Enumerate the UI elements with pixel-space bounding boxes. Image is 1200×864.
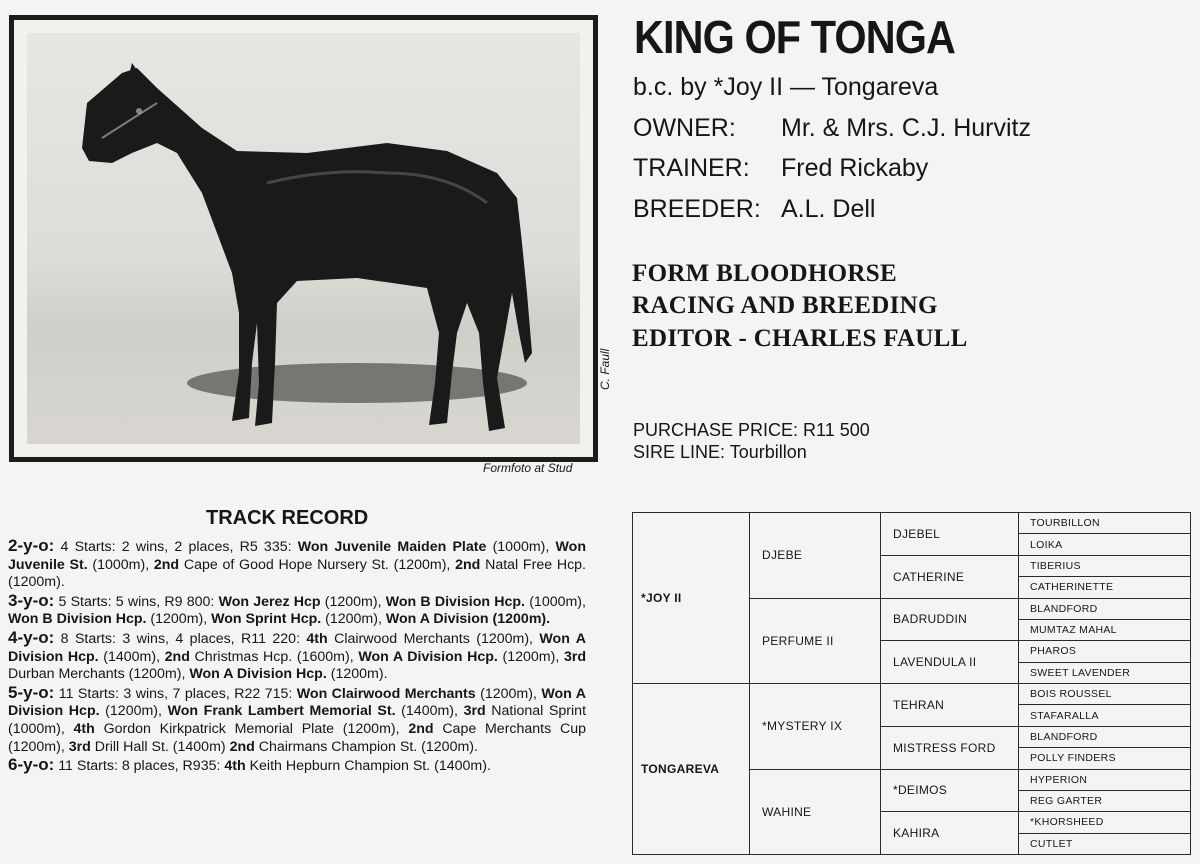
pedigree-great-grandparent: BADRUDDIN — [881, 598, 1019, 641]
pedigree-great-grandparent: TEHRAN — [881, 684, 1019, 727]
horse-photo-frame — [9, 15, 598, 462]
pedigree-ancestor-gen4: CUTLET — [1019, 833, 1191, 854]
race-result-text: 4 Starts: 2 wins, 2 places, R5 335: — [54, 539, 298, 555]
pedigree-row — [633, 684, 1191, 705]
race-result-text: (1200m), — [99, 703, 168, 720]
pedigree-ancestor-gen4: TIBERIUS — [1019, 555, 1191, 576]
publication-line-2: RACING AND BREEDING — [632, 292, 938, 319]
photo-caption: Formfoto at Stud — [483, 461, 573, 475]
owner-value: Mr. & Mrs. C.J. Hurvitz — [781, 114, 1031, 142]
race-result-highlight: Won Juvenile Maiden Plate — [297, 539, 487, 555]
sire-line: SIRE LINE: Tourbillon — [633, 442, 807, 462]
pedigree-great-grandparent: DJEBEL — [881, 513, 1019, 556]
pedigree-great-grandparent: LAVENDULA II — [881, 641, 1019, 684]
pedigree-ancestor-gen4: BLANDFORD — [1019, 726, 1191, 747]
trainer-label: TRAINER: — [633, 154, 750, 182]
race-result-highlight: Won Clairwood Merchants — [296, 685, 476, 702]
race-result-text: Durban Merchants (1200m), — [8, 666, 190, 683]
race-result-highlight: Won Sprint Hcp. — [211, 611, 322, 628]
race-result-text: Christmas Hcp. (1600m), — [189, 648, 359, 665]
race-result-text: (1400m), — [395, 703, 464, 720]
race-result-highlight: Won Jerez Hcp — [218, 593, 321, 610]
photo-credit: C. Faull — [598, 348, 612, 390]
season-age: 5-y-o: — [8, 682, 55, 702]
race-result-highlight: Won Frank Lambert Memorial St. — [167, 703, 396, 720]
season-record — [8, 537, 586, 592]
season-age: 2-y-o: — [8, 536, 55, 555]
race-result-text: (1000m), — [486, 539, 556, 555]
race-result-highlight: 3rd — [68, 738, 91, 755]
race-result-text: (1200m), — [320, 593, 386, 610]
race-result-highlight: 2nd — [455, 556, 481, 573]
pedigree-great-grandparent: KAHIRA — [881, 812, 1019, 855]
season-record — [8, 629, 586, 684]
race-result-text: (1000m), — [525, 593, 586, 610]
season-age: 4-y-o: — [8, 627, 55, 647]
race-result-text: (1200m), — [475, 685, 542, 702]
race-result-text: (1200m), — [146, 611, 212, 628]
race-result-text: Cape of Good Hope Nursery St. (1200m), — [179, 556, 456, 573]
pedigree-ancestor-gen4: PHAROS — [1019, 641, 1191, 662]
pedigree-grandparent: *MYSTERY IX — [750, 684, 881, 770]
breeder-value: A.L. Dell — [781, 195, 876, 223]
race-result-highlight: Won A Division Hcp. — [8, 685, 586, 720]
breeding-line: b.c. by *Joy II — Tongareva — [633, 73, 939, 101]
race-result-highlight: 2nd — [408, 720, 434, 737]
season-record — [8, 592, 586, 629]
race-result-text: Clairwood Merchants (1200m), — [327, 630, 540, 647]
pedigree-grandparent: DJEBE — [750, 513, 881, 599]
race-result-highlight: Won B Division Hcp. — [385, 593, 525, 610]
race-result-highlight: Won Juvenile St. — [8, 539, 587, 573]
horse-silhouette-image — [27, 33, 580, 444]
horse-photo — [27, 33, 580, 444]
race-result-text: Cape Merchants Cup (1200m), — [8, 720, 586, 755]
race-result-text: Chairmans Champion St. (1200m). — [254, 738, 478, 755]
pedigree-ancestor-gen4: TOURBILLON — [1019, 513, 1191, 534]
race-result-highlight: Won A Division Hcp. — [8, 630, 586, 665]
pedigree-ancestor-gen4: HYPERION — [1019, 769, 1191, 790]
race-result-text: 8 Starts: 3 wins, 4 places, R11 220: — [54, 630, 307, 647]
race-result-text: Drill Hall St. (1400m) — [90, 738, 230, 755]
race-result-text: Gordon Kirkpatrick Memorial Plate (1200m), — [94, 720, 409, 737]
race-result-highlight: Won A Division (1200m). — [385, 611, 551, 628]
season-age: 3-y-o: — [8, 590, 55, 610]
season-age: 6-y-o: — [8, 755, 55, 775]
season-record — [8, 756, 586, 776]
pedigree-ancestor-gen4: BOIS ROUSSEL — [1019, 684, 1191, 705]
pedigree-grandparent: PERFUME II — [750, 598, 881, 684]
race-result-highlight: Won A Division Hcp. — [358, 648, 498, 665]
race-result-highlight: 2nd — [153, 556, 180, 573]
race-result-text: (1000m), — [87, 556, 154, 573]
race-result-highlight: 4th — [73, 720, 95, 737]
race-result-text: (1200m). — [326, 666, 388, 683]
trainer-row — [633, 154, 929, 183]
race-result-highlight: Won A Division Hcp. — [189, 666, 327, 683]
race-result-highlight: Won B Division Hcp. — [8, 611, 147, 628]
track-record-text — [8, 537, 586, 776]
track-record-title: TRACK RECORD — [206, 507, 369, 529]
owner-row — [633, 114, 1031, 143]
race-result-text: Keith Hepburn Champion St. (1400m). — [245, 758, 491, 775]
race-result-text: (1200m), — [497, 648, 564, 665]
breeder-row — [633, 195, 876, 224]
horse-name-title: KING OF TONGA — [634, 11, 956, 63]
race-result-text: National Sprint (1000m), — [8, 703, 587, 737]
race-result-text: 5 Starts: 5 wins, R9 800: — [54, 593, 219, 610]
pedigree-dam: TONGAREVA — [633, 684, 750, 855]
season-record — [8, 684, 586, 756]
race-result-text: 11 Starts: 8 places, R935: — [54, 758, 225, 775]
race-result-text: Natal Free Hcp. (1200m). — [8, 556, 586, 591]
pedigree-table — [632, 512, 1191, 855]
race-result-highlight: 2nd — [229, 738, 255, 755]
pedigree-ancestor-gen4: MUMTAZ MAHAL — [1019, 619, 1191, 640]
race-result-highlight: 4th — [224, 758, 246, 775]
pedigree-ancestor-gen4: *KHORSHEED — [1019, 812, 1191, 833]
pedigree-great-grandparent: CATHERINE — [881, 555, 1019, 598]
publication-editor: EDITOR - CHARLES FAULL — [632, 325, 968, 352]
purchase-price: PURCHASE PRICE: R11 500 — [633, 420, 870, 440]
pedigree-ancestor-gen4: POLLY FINDERS — [1019, 748, 1191, 769]
race-result-text: (1400m), — [98, 648, 165, 665]
pedigree-ancestor-gen4: CATHERINETTE — [1019, 577, 1191, 598]
pedigree-grandparent: WAHINE — [750, 769, 881, 855]
pedigree-great-grandparent: MISTRESS FORD — [881, 726, 1019, 769]
race-result-text: 11 Starts: 3 wins, 7 places, R22 715: — [54, 685, 297, 702]
pedigree-row — [633, 513, 1191, 534]
publication-line-1: FORM BLOODHORSE — [632, 260, 897, 287]
pedigree-great-grandparent: *DEIMOS — [881, 769, 1019, 812]
race-result-highlight: 3rd — [563, 648, 587, 665]
pedigree-ancestor-gen4: STAFARALLA — [1019, 705, 1191, 726]
pedigree-ancestor-gen4: LOIKA — [1019, 534, 1191, 555]
breeder-label: BREEDER: — [633, 195, 761, 223]
race-result-highlight: 3rd — [463, 703, 486, 720]
pedigree-sire: *JOY II — [633, 513, 750, 684]
race-result-highlight: 2nd — [164, 648, 190, 665]
race-result-text: (1200m), — [321, 611, 386, 628]
pedigree-ancestor-gen4: BLANDFORD — [1019, 598, 1191, 619]
pedigree-ancestor-gen4: SWEET LAVENDER — [1019, 662, 1191, 683]
owner-label: OWNER: — [633, 114, 736, 142]
pedigree-ancestor-gen4: REG GARTER — [1019, 790, 1191, 811]
trainer-value: Fred Rickaby — [781, 154, 929, 182]
race-result-highlight: 4th — [306, 630, 328, 647]
